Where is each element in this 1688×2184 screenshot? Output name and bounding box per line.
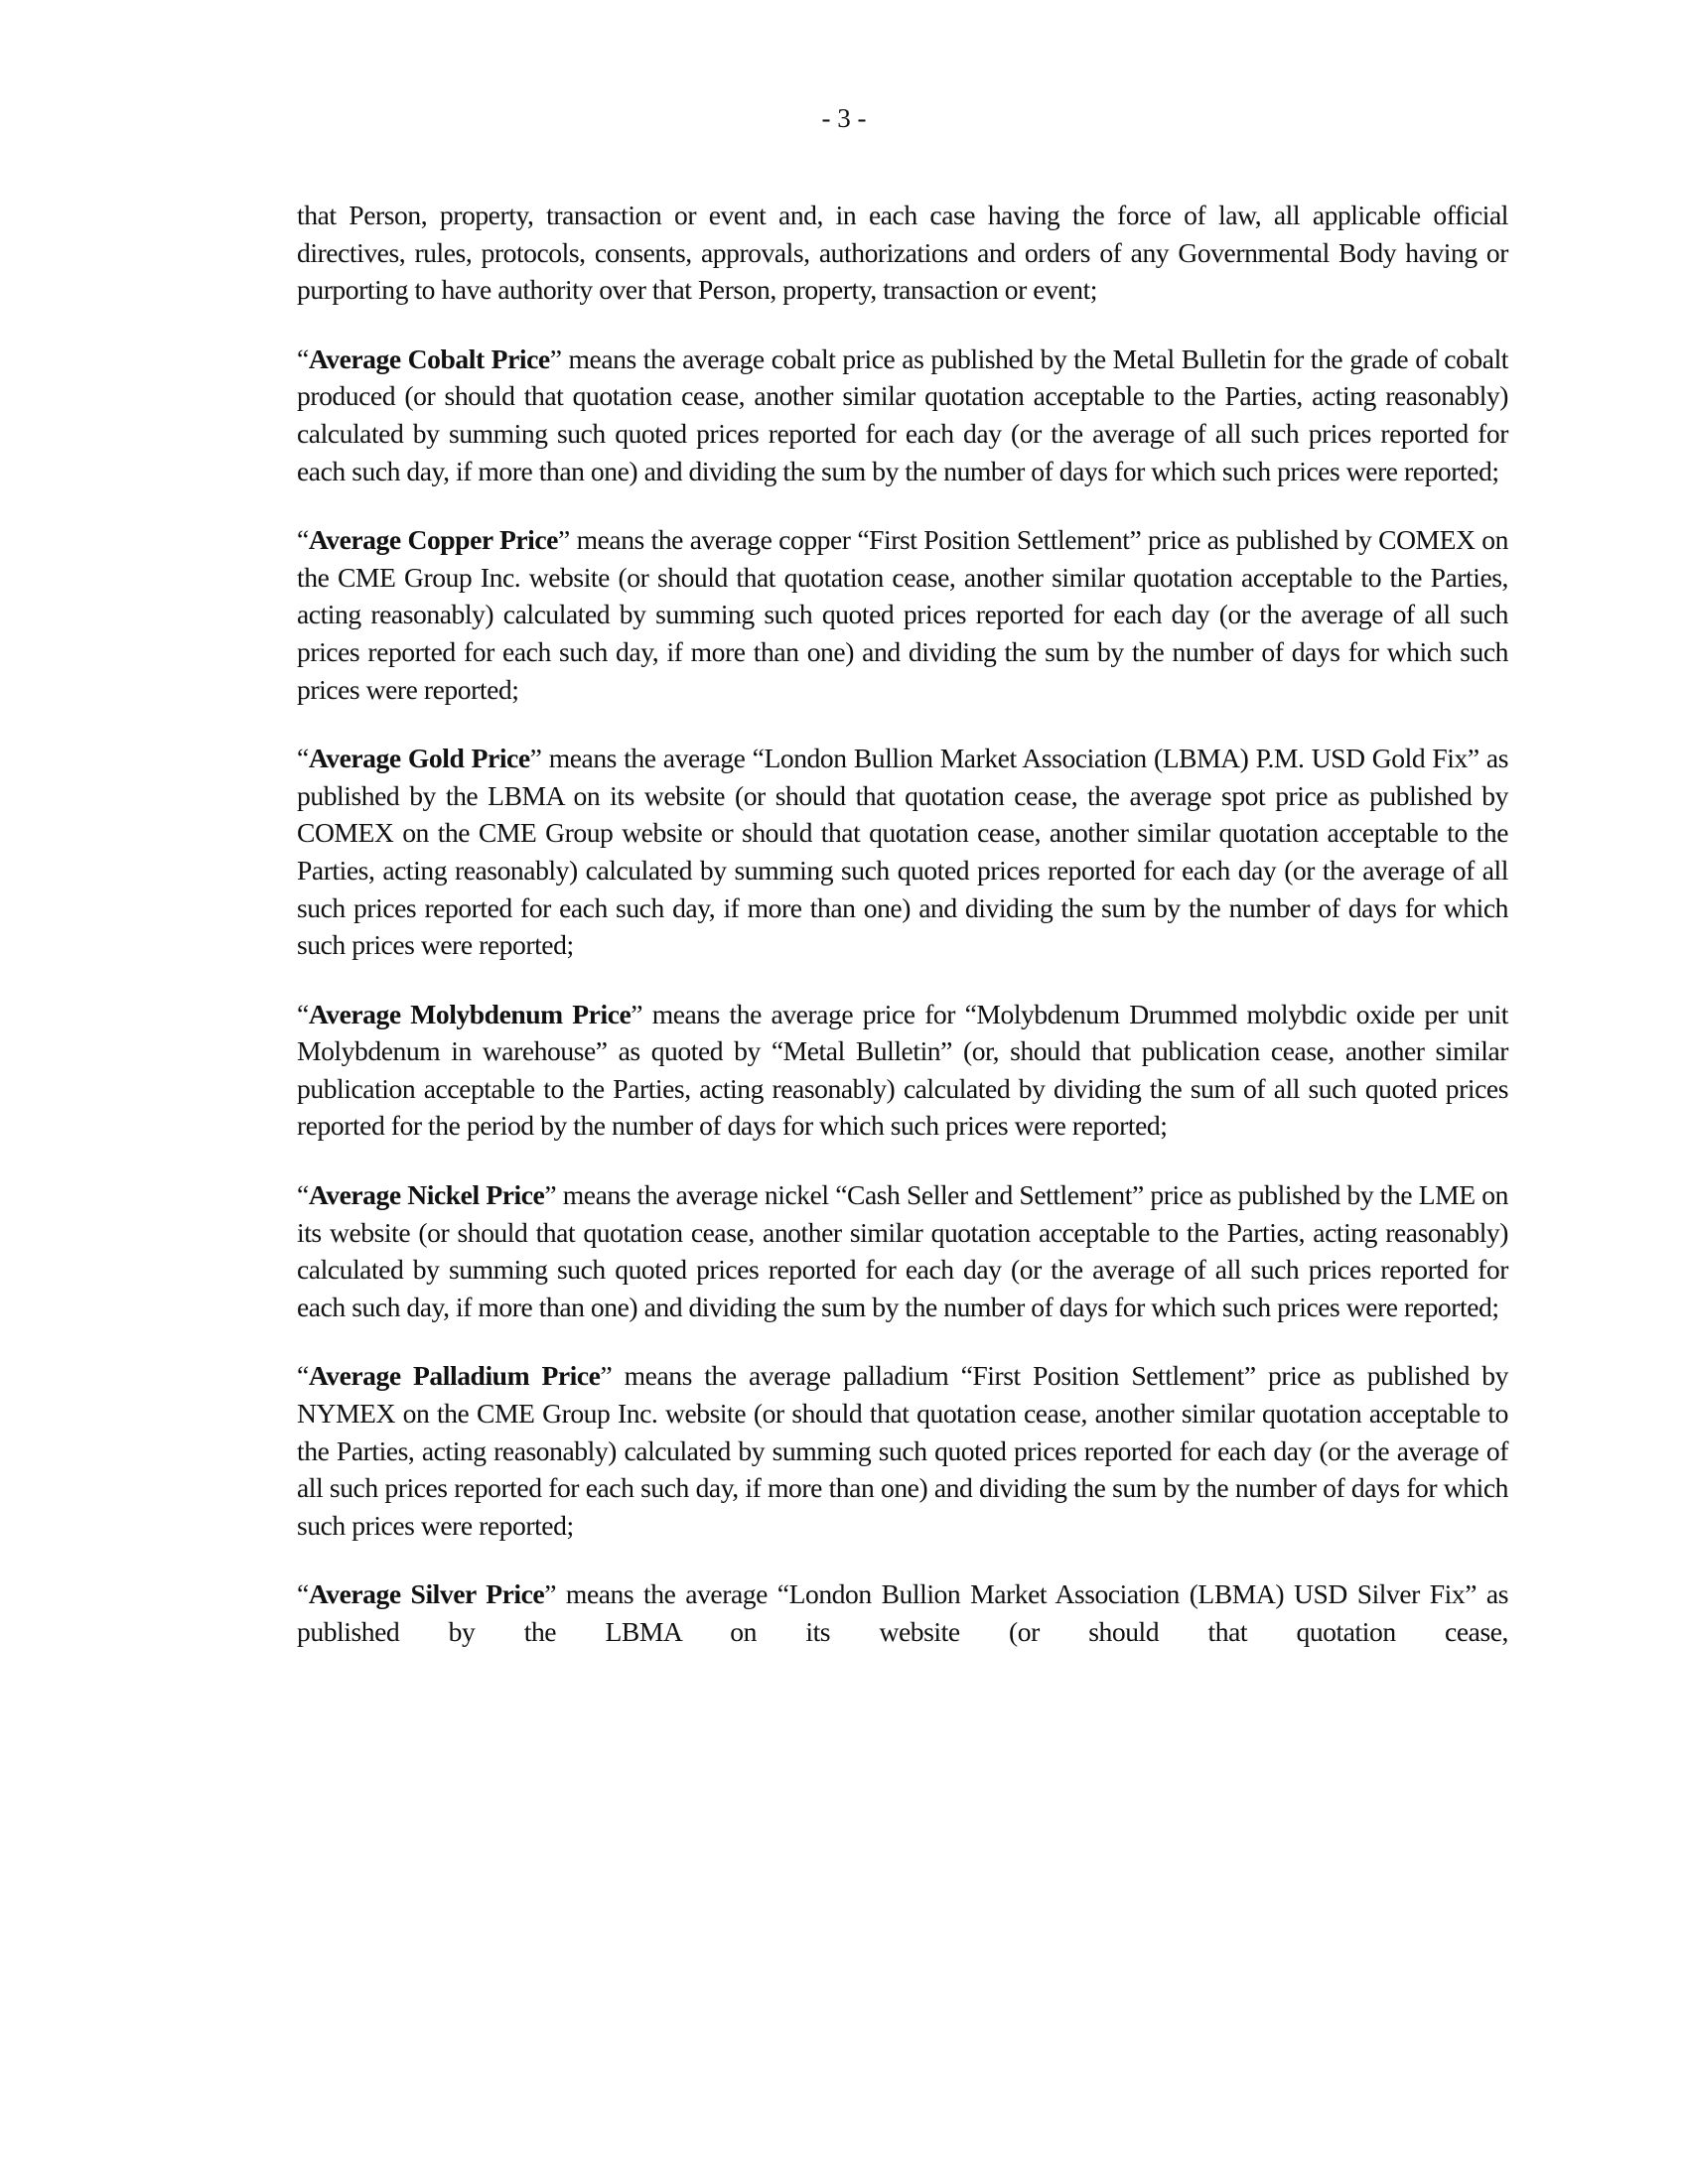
definition-text: means the average “London Bullion Market Association (LBMA) USD Silver Fix” as published by the LBMA on its website (or should that quotation cease, [297,1578,1509,1647]
open-quote: “ [297,1578,309,1610]
defined-term: Average Nickel Price [308,1179,545,1211]
definition-text: means the average nickel “Cash Seller and Settlement” price as published by the LME on its website (or should that quotation cease, another similar quotation acceptable to the Parties, acting reasonably) calculated by summing such quoted prices reported for each day (or the average of all such prices reported for each such day, if more than one) and dividing the sum by the number of days for which such prices were reported; [297,1179,1508,1322]
close-quote: ” [600,1360,613,1392]
open-quote: “ [297,998,309,1029]
close-quote: ” [544,1578,557,1610]
definition-average-silver-price [297,1575,1508,1650]
document-body [297,197,1508,1683]
open-quote: “ [297,1360,309,1392]
open-quote: “ [297,743,309,774]
defined-term: Average Palladium Price [308,1360,601,1392]
defined-term: Average Gold Price [308,743,530,774]
paragraph-text: that Person, property, transaction or event and, in each case having the force of law, all applicable official directives, rules, protocols, consents, approvals, authorizations and orders of any Governmental Body having or purporting to have authority over that Person, property, transaction or event; [297,200,1508,306]
definition-average-cobalt-price [297,341,1508,489]
definition-text: means the average cobalt price as published by the Metal Bulletin for the grade of cobalt produced (or should that quotation cease, another similar quotation acceptable to the Parties, acting reasonably) calculated by summing such quoted prices reported for each day (or the average of all such prices reported for each such day, if more than one) and dividing the sum by the number of days for which such prices were reported; [297,342,1509,486]
paragraph-continuation [297,197,1508,309]
definition-average-gold-price [297,740,1508,964]
defined-term: Average Silver Price [308,1578,545,1610]
defined-term: Average Copper Price [308,524,558,556]
open-quote: “ [297,524,309,556]
close-quote: ” [529,743,542,774]
defined-term: Average Molybdenum Price [308,998,632,1029]
definition-text: means the average “London Bullion Market Association (LBMA) P.M. USD Gold Fix” as published by the LBMA on its website (or should that quotation cease, the average spot price as published by COMEX on the CME Group website or should that quotation cease, another similar quotation acceptable to the Parties, acting reasonably) calculated by summing such quoted prices reported for each day (or the average of all such prices reported for each such day, if more than one) and dividing the sum by the number of days for which such prices were reported; [297,743,1508,961]
open-quote: “ [297,1179,309,1211]
close-quote: ” [631,998,643,1029]
close-quote: ” [544,1179,557,1211]
definition-text: means the average copper “First Position Settlement” price as published by COMEX on the CME Group Inc. website (or should that quotation cease, another similar quotation acceptable to the Parties, acting reasonably) calculated by summing such quoted prices reported for each day (or the average of all such prices reported for each such day, if more than one) and dividing the sum by the number of days for which such prices were reported; [297,524,1508,705]
defined-term: Average Cobalt Price [308,342,550,374]
open-quote: “ [297,342,309,374]
page-number: - 3 - [821,103,867,133]
close-quote: ” [549,342,562,374]
definition-average-copper-price [297,521,1508,708]
definition-average-palladium-price [297,1357,1508,1544]
definition-text: means the average price for “Molybdenum Drummed molybdic oxide per unit Molybdenum in warehouse” as quoted by “Metal Bulletin” (or, should that publication cease, another similar publication acceptable to the Parties, acting reasonably) calculated by dividing the sum of all such quoted prices reported for the period by the number of days for which such prices were reported; [297,998,1508,1142]
definition-average-molybdenum-price [297,996,1508,1145]
definition-average-nickel-price [297,1176,1508,1325]
definition-text: means the average palladium “First Position Settlement” price as published by NYMEX on the CME Group Inc. website (or should that quotation cease, another similar quotation acceptable to the Parties, acting reasonably) calculated by summing such quoted prices reported for each day (or the average of all such prices reported for each such day, if more than one) and dividing the sum by the number of days for which such prices were reported; [297,1360,1508,1541]
close-quote: ” [557,524,570,556]
